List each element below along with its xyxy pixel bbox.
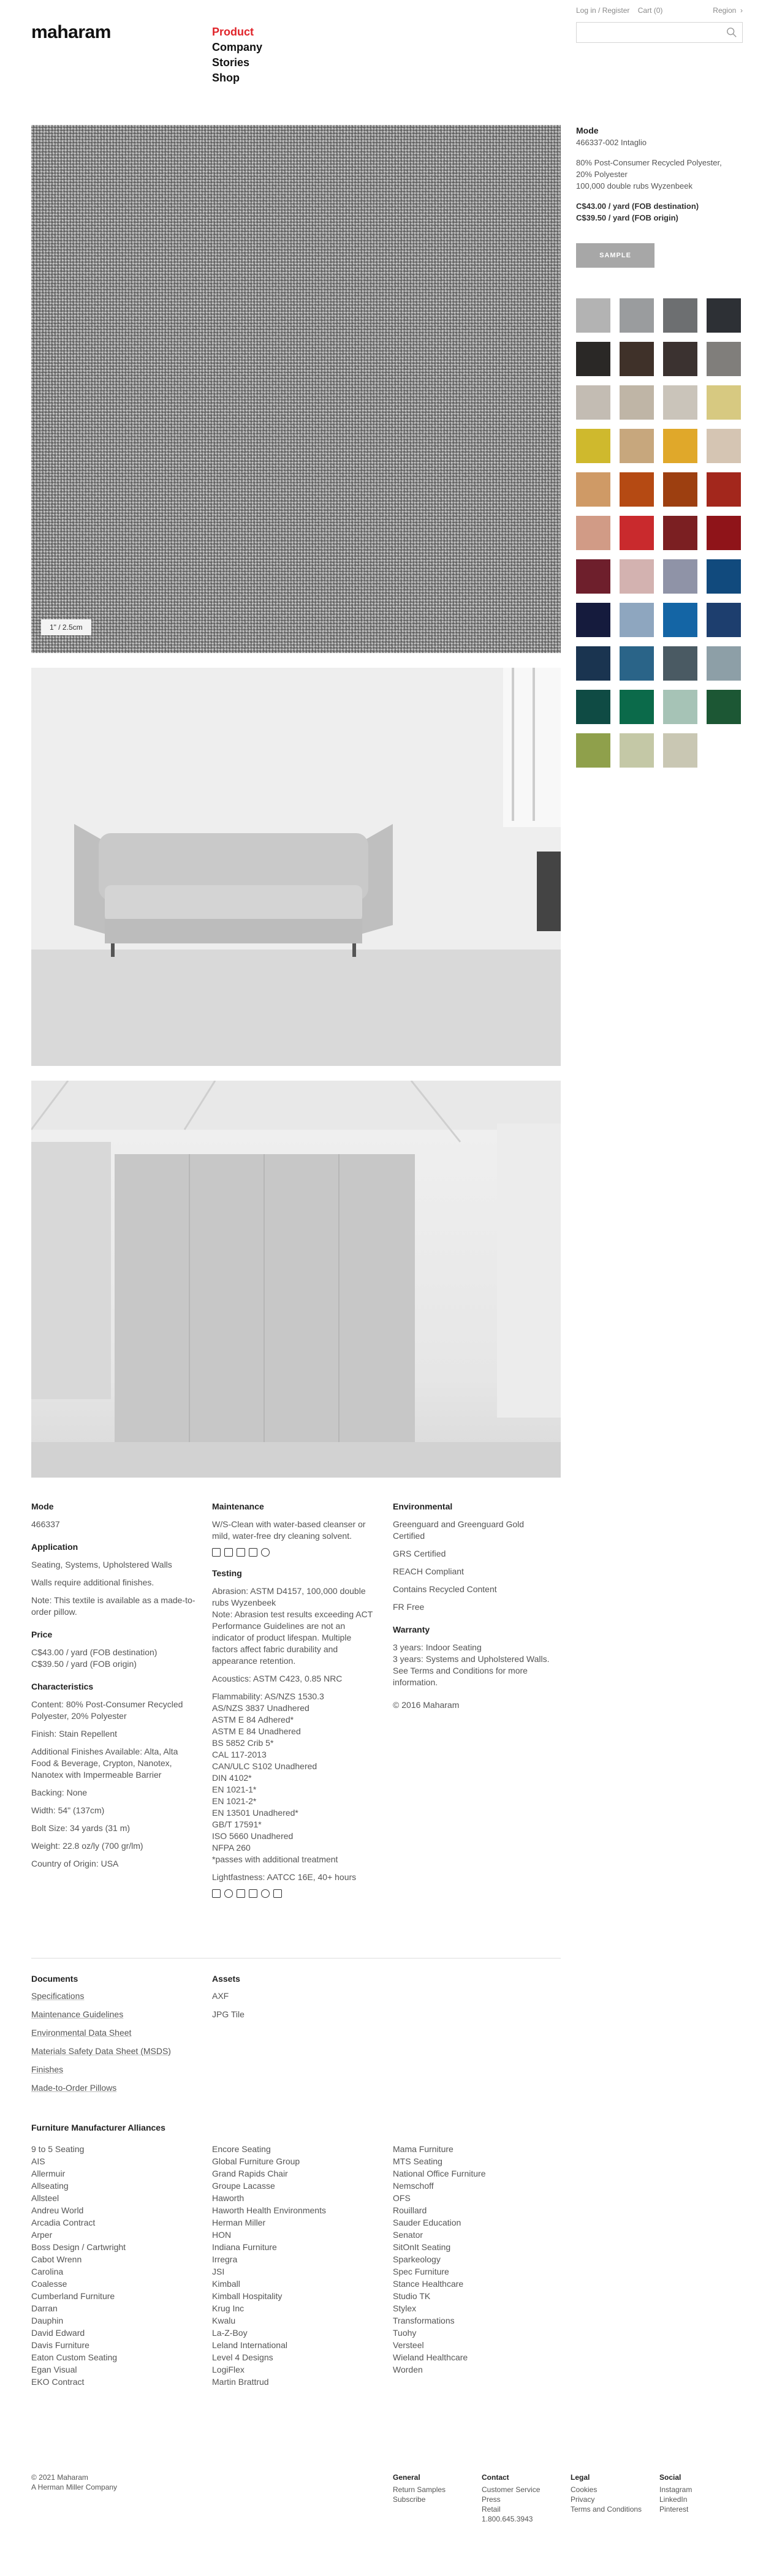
characteristics-heading: Characteristics — [31, 1682, 94, 1691]
product-title: Mode — [576, 126, 599, 135]
product-composition — [576, 157, 754, 192]
alliance-item[interactable]: Martin Brattrud — [212, 2377, 269, 2387]
application-text: Seating, Systems, Upholstered Walls — [31, 1560, 172, 1569]
footer-link[interactable]: Privacy — [571, 2495, 595, 2504]
assets-heading: Assets — [212, 1974, 240, 1984]
environmental-text: Greenguard and Greenguard Gold Certified — [393, 1519, 525, 1541]
colorway-swatch[interactable] — [576, 559, 610, 594]
alliance-item[interactable]: Allsteel — [31, 2193, 59, 2203]
colorway-swatch[interactable] — [620, 559, 654, 594]
alliance-item[interactable]: Arper — [31, 2230, 53, 2240]
alliance-item[interactable]: Spec Furniture — [393, 2267, 449, 2276]
alliance-item[interactable]: Haworth Health Environments — [212, 2205, 326, 2215]
colorway-swatch[interactable] — [663, 733, 697, 768]
region-label: Region — [713, 6, 737, 15]
colorway-swatch[interactable] — [707, 342, 741, 376]
colorway-swatch[interactable] — [620, 472, 654, 507]
alliance-item[interactable]: Mama Furniture — [393, 2144, 453, 2154]
footer-contact — [482, 2472, 540, 2524]
environmental-text: REACH Compliant — [393, 1566, 464, 1576]
care-icons — [212, 1548, 378, 1557]
details-col-3 — [393, 1501, 558, 1717]
colorway-swatch[interactable] — [576, 603, 610, 637]
characteristic-text: Country of Origin: USA — [31, 1859, 119, 1868]
fabric-swatch-image — [31, 125, 561, 653]
alliance-item[interactable]: Irregra — [212, 2254, 238, 2264]
alliance-item[interactable]: David Edward — [31, 2328, 85, 2338]
alliance-item[interactable]: Versteel — [393, 2340, 424, 2350]
room-divider-image — [31, 1081, 561, 1478]
assets-section — [212, 1974, 580, 2026]
footer-link[interactable]: Retail — [482, 2505, 501, 2514]
nav-shop[interactable]: Shop — [212, 72, 240, 84]
alliance-item[interactable]: Coalesse — [31, 2279, 67, 2289]
alliance-item[interactable]: AIS — [31, 2156, 45, 2166]
alliance-item[interactable]: Rouillard — [393, 2205, 427, 2215]
footer-legal — [571, 2472, 642, 2514]
maintenance-text: W/S-Clean with water-based cleanser or mild, water-free dry cleaning solvent. — [212, 1519, 366, 1541]
documents-heading: Documents — [31, 1974, 78, 1984]
flammability-item: EN 1021-1* — [212, 1785, 257, 1794]
alliance-item[interactable]: Level 4 Designs — [212, 2352, 273, 2362]
cert-icon — [212, 1889, 221, 1898]
alliance-item[interactable]: Senator — [393, 2230, 423, 2240]
region-selector[interactable] — [713, 6, 743, 15]
colorway-swatch[interactable] — [707, 646, 741, 681]
alliance-item[interactable]: LogiFlex — [212, 2365, 245, 2374]
sofa-image — [31, 668, 561, 1066]
flammability-item: ASTM E 84 Adhered* — [212, 1715, 294, 1724]
alliance-item[interactable]: Wieland Healthcare — [393, 2352, 468, 2362]
alliance-item[interactable]: Tuohy — [393, 2328, 417, 2338]
colorway-swatch[interactable] — [576, 342, 610, 376]
alliance-item[interactable]: JSI — [212, 2267, 225, 2276]
product-sku: 466337-002 Intaglio — [576, 138, 647, 147]
doc-pillows[interactable]: Made-to-Order Pillows — [31, 2083, 117, 2093]
nav-product[interactable]: Product — [212, 26, 254, 38]
footer-copyright: © 2021 Maharam — [31, 2473, 88, 2482]
application-heading: Application — [31, 1542, 78, 1552]
colorway-swatch[interactable] — [620, 646, 654, 681]
price-line: C$39.50 / yard (FOB origin) — [576, 213, 678, 222]
details-copyright: © 2016 Maharam — [393, 1700, 460, 1710]
flammability-item: ISO 5660 Unadhered — [212, 1831, 294, 1841]
colorway-swatch[interactable] — [707, 472, 741, 507]
footer-legal-heading: Legal — [571, 2473, 590, 2482]
alliance-item[interactable]: Stylex — [393, 2303, 417, 2313]
flammability-item: EN 13501 Unadhered* — [212, 1808, 298, 1818]
footer-social — [659, 2472, 692, 2514]
environmental-text: Contains Recycled Content — [393, 1584, 497, 1594]
flammability-item: BS 5852 Crib 5* — [212, 1738, 274, 1748]
alliance-item[interactable]: Sparkeology — [393, 2254, 441, 2264]
colorway-swatch[interactable] — [663, 342, 697, 376]
flammability-item: GB/T 17591* — [212, 1819, 262, 1829]
footer-link[interactable]: Customer Service — [482, 2485, 541, 2494]
maharam-logo[interactable]: maharam — [31, 22, 111, 42]
details-col-1 — [31, 1501, 197, 1881]
footer-general — [393, 2472, 446, 2504]
alliance-item[interactable]: Indiana Furniture — [212, 2242, 277, 2252]
doc-maintenance[interactable]: Maintenance Guidelines — [31, 2009, 124, 2019]
alliance-item[interactable]: National Office Furniture — [393, 2169, 486, 2178]
environmental-text: GRS Certified — [393, 1549, 446, 1558]
alliance-item[interactable]: Leland International — [212, 2340, 287, 2350]
testing-heading: Testing — [212, 1568, 242, 1578]
alliance-item[interactable]: Cumberland Furniture — [31, 2291, 115, 2301]
colorway-swatch[interactable] — [576, 690, 610, 724]
flammability-list — [212, 1691, 378, 1865]
alliance-item[interactable]: Sauder Education — [393, 2218, 461, 2227]
characteristic-text: Width: 54" (137cm) — [31, 1805, 105, 1815]
flammability-item: Flammability: AS/NZS 1530.3 — [212, 1691, 324, 1701]
footer-link[interactable]: Pinterest — [659, 2505, 689, 2514]
product-info — [576, 126, 754, 224]
footer-link[interactable]: Subscribe — [393, 2495, 426, 2504]
alliance-item[interactable]: HON — [212, 2230, 232, 2240]
alliance-item[interactable]: Herman Miller — [212, 2218, 266, 2227]
flammability-item: DIN 4102* — [212, 1773, 252, 1783]
alliance-item[interactable]: Studio TK — [393, 2291, 431, 2301]
maintenance-heading: Maintenance — [212, 1501, 264, 1511]
alliance-item[interactable]: Haworth — [212, 2193, 245, 2203]
characteristic-text: Backing: None — [31, 1788, 88, 1797]
footer-link[interactable]: Cookies — [571, 2485, 598, 2494]
alliance-item[interactable]: Andreu World — [31, 2205, 84, 2215]
alliance-item[interactable]: Eaton Custom Seating — [31, 2352, 118, 2362]
colorway-swatch[interactable] — [576, 733, 610, 768]
doc-specifications[interactable]: Specifications — [31, 1991, 85, 2001]
flammability-item: NFPA 260 — [212, 1843, 251, 1853]
warranty-heading: Warranty — [393, 1625, 430, 1634]
product-price — [576, 200, 754, 224]
alliance-item[interactable]: Groupe Lacasse — [212, 2181, 275, 2191]
bleach-icon — [224, 1548, 233, 1557]
alliance-item[interactable]: EKO Contract — [31, 2377, 85, 2387]
alliance-item[interactable]: Carolina — [31, 2267, 64, 2276]
colorway-swatch[interactable] — [576, 516, 610, 550]
footer-contact-heading: Contact — [482, 2473, 509, 2482]
wash-icon — [212, 1548, 221, 1557]
characteristic-text: Content: 80% Post-Consumer Recycled Polyester, 20% Polyester — [31, 1699, 183, 1721]
colorway-swatch[interactable] — [620, 690, 654, 724]
testing-text: Abrasion: ASTM D4157, 100,000 double rubs Wyzenbeek — [212, 1586, 366, 1607]
main-nav — [212, 25, 262, 86]
asset-axf[interactable]: AXF — [212, 1991, 229, 2001]
mode-value: 466337 — [31, 1519, 60, 1529]
alliance-item[interactable]: Transformations — [393, 2316, 455, 2325]
scale-label: 1" / 2.5cm — [41, 619, 91, 635]
alliance-item[interactable]: Stance Healthcare — [393, 2279, 464, 2289]
colorway-swatch[interactable] — [663, 298, 697, 333]
mode-heading: Mode — [31, 1501, 54, 1511]
footer-link[interactable]: Press — [482, 2495, 501, 2504]
alliances-heading: Furniture Manufacturer Alliances — [31, 2123, 165, 2132]
alliance-item[interactable]: SitOnIt Seating — [393, 2242, 451, 2252]
colorway-swatch[interactable] — [576, 385, 610, 420]
alliance-item[interactable]: Nemschoff — [393, 2181, 434, 2191]
footer-brand — [31, 2472, 117, 2492]
colorway-swatch[interactable] — [707, 516, 741, 550]
utility-bar — [576, 6, 743, 15]
colorway-swatch[interactable] — [663, 559, 697, 594]
cert-icon — [273, 1889, 282, 1898]
alliance-item[interactable]: Global Furniture Group — [212, 2156, 300, 2166]
price-text: C$43.00 / yard (FOB destination) — [31, 1647, 157, 1657]
cart-link[interactable]: Cart (0) — [637, 6, 663, 15]
colorway-swatch[interactable] — [707, 298, 741, 333]
alliance-item[interactable]: Egan Visual — [31, 2365, 77, 2374]
colorway-swatch[interactable] — [620, 342, 654, 376]
alliance-item[interactable]: Worden — [393, 2365, 423, 2374]
composition-line: 80% Post-Consumer Recycled Polyester, — [576, 158, 722, 167]
login-link[interactable]: Log in / Register — [576, 6, 630, 15]
colorway-swatch[interactable] — [620, 385, 654, 420]
alliance-item[interactable]: Arcadia Contract — [31, 2218, 96, 2227]
characteristic-text: Finish: Stain Repellent — [31, 1729, 118, 1739]
footer-phone[interactable]: 1.800.645.3943 — [482, 2515, 533, 2523]
cert-icon — [224, 1889, 233, 1898]
alliance-item[interactable]: Dauphin — [31, 2316, 64, 2325]
colorway-swatch[interactable] — [663, 429, 697, 463]
testing-text: Acoustics: ASTM C423, 0.85 NRC — [212, 1674, 343, 1683]
alliance-item[interactable]: Grand Rapids Chair — [212, 2169, 288, 2178]
footer-link[interactable]: Return Samples — [393, 2485, 446, 2494]
alliance-item[interactable]: Cabot Wrenn — [31, 2254, 82, 2264]
alliance-item[interactable]: Krug Inc — [212, 2303, 245, 2313]
colorway-swatch[interactable] — [707, 603, 741, 637]
colorway-swatch[interactable] — [663, 472, 697, 507]
flammability-item: CAL 117-2013 — [212, 1750, 267, 1759]
flammability-item: AS/NZS 3837 Unadhered — [212, 1703, 309, 1713]
alliance-item[interactable]: Darran — [31, 2303, 58, 2313]
colorway-swatch[interactable] — [663, 646, 697, 681]
footer-link[interactable]: Instagram — [659, 2485, 692, 2494]
search-input[interactable] — [576, 22, 743, 43]
colorway-swatch[interactable] — [707, 385, 741, 420]
alliance-item[interactable]: Boss Design / Cartwright — [31, 2242, 126, 2252]
colorway-swatch[interactable] — [620, 429, 654, 463]
alliance-item[interactable]: Davis Furniture — [31, 2340, 89, 2350]
certification-icons — [212, 1889, 378, 1898]
iron-icon — [249, 1548, 257, 1557]
colorway-swatch[interactable] — [576, 646, 610, 681]
footer-link[interactable]: LinkedIn — [659, 2495, 688, 2504]
nav-company[interactable]: Company — [212, 41, 263, 53]
testing-text: Note: Abrasion test results exceeding ACT Performance Guidelines are not an indicator of product lifespan. Multiple factors affect fabric durability and appearance retention. — [212, 1609, 373, 1666]
alliance-item[interactable]: La-Z-Boy — [212, 2328, 248, 2338]
price-line: C$43.00 / yard (FOB destination) — [576, 202, 699, 211]
manufacturer-alliances — [31, 2123, 743, 2387]
application-text: Note: This textile is available as a made-to-order pillow. — [31, 1595, 195, 1617]
colorway-swatch[interactable] — [663, 690, 697, 724]
warranty-text: 3 years: Systems and Upholstered Walls. See Terms and Conditions for more information. — [393, 1654, 550, 1687]
flammability-item: ASTM E 84 Unadhered — [212, 1726, 301, 1736]
colorway-swatch[interactable] — [707, 690, 741, 724]
flammability-item: EN 1021-2* — [212, 1796, 257, 1806]
alliance-item[interactable]: 9 to 5 Seating — [31, 2144, 85, 2154]
price-heading: Price — [31, 1630, 53, 1639]
flammability-item: CAN/ULC S102 Unadhered — [212, 1761, 317, 1771]
footer-social-heading: Social — [659, 2473, 681, 2482]
colorway-swatch[interactable] — [620, 516, 654, 550]
cert-icon — [249, 1889, 257, 1898]
footer-link[interactable]: Terms and Conditions — [571, 2505, 642, 2514]
details-col-2 — [212, 1501, 378, 1909]
doc-finishes[interactable]: Finishes — [31, 2064, 64, 2074]
colorway-swatch[interactable] — [576, 472, 610, 507]
asset-jpg-tile[interactable]: JPG Tile — [212, 2009, 245, 2019]
alliance-item[interactable]: MTS Seating — [393, 2156, 442, 2166]
alliance-item[interactable]: OFS — [393, 2193, 411, 2203]
environmental-heading: Environmental — [393, 1501, 453, 1511]
cert-icon — [237, 1889, 245, 1898]
colorway-swatch[interactable] — [620, 733, 654, 768]
alliance-item[interactable]: Kimball — [212, 2279, 240, 2289]
alliances-column-3 — [393, 2143, 564, 2376]
colorway-swatch[interactable] — [707, 429, 741, 463]
cert-icon — [261, 1889, 270, 1898]
dryclean-icon — [261, 1548, 270, 1557]
characteristic-text: Weight: 22.8 oz/ly (700 gr/lm) — [31, 1841, 143, 1851]
application-text: Walls require additional finishes. — [31, 1577, 154, 1587]
colorway-swatch[interactable] — [663, 516, 697, 550]
nav-stories[interactable]: Stories — [212, 56, 250, 69]
colorway-grid — [576, 298, 743, 768]
colorway-swatch[interactable] — [707, 559, 741, 594]
doc-msds[interactable]: Materials Safety Data Sheet (MSDS) — [31, 2046, 171, 2056]
characteristic-text: Additional Finishes Available: Alta, Alta Food & Beverage, Crypton, Nanotex, Nanotex with Impermeable Barrier — [31, 1747, 178, 1780]
search-icon[interactable] — [726, 27, 737, 38]
chevron-right-icon: › — [738, 6, 743, 15]
colorway-swatch[interactable] — [576, 429, 610, 463]
footer-company: A Herman Miller Company — [31, 2483, 118, 2491]
price-text: C$39.50 / yard (FOB origin) — [31, 1659, 137, 1669]
footer-general-heading: General — [393, 2473, 420, 2482]
alliance-item[interactable]: Allseating — [31, 2181, 69, 2191]
environmental-text: FR Free — [393, 1602, 425, 1612]
colorway-swatch[interactable] — [663, 385, 697, 420]
alliance-item[interactable]: Kwalu — [212, 2316, 236, 2325]
lightfastness-text: Lightfastness: AATCC 16E, 40+ hours — [212, 1872, 357, 1882]
colorway-swatch[interactable] — [620, 603, 654, 637]
alliances-column-2 — [212, 2143, 384, 2388]
alliance-item[interactable]: Kimball Hospitality — [212, 2291, 283, 2301]
flammability-item: *passes with additional treatment — [212, 1854, 338, 1864]
composition-line: 100,000 double rubs Wyzenbeek — [576, 181, 692, 191]
dry-icon — [237, 1548, 245, 1557]
colorway-swatch[interactable] — [663, 603, 697, 637]
colorway-swatch[interactable] — [620, 298, 654, 333]
alliance-item[interactable]: Encore Seating — [212, 2144, 271, 2154]
alliances-column-1 — [31, 2143, 203, 2388]
sample-button[interactable]: SAMPLE — [576, 243, 654, 268]
warranty-text: 3 years: Indoor Seating — [393, 1642, 482, 1652]
characteristic-text: Bolt Size: 34 yards (31 m) — [31, 1823, 131, 1833]
colorway-swatch[interactable] — [576, 298, 610, 333]
composition-line: 20% Polyester — [576, 170, 628, 179]
doc-environmental[interactable]: Environmental Data Sheet — [31, 2028, 132, 2038]
alliance-item[interactable]: Allermuir — [31, 2169, 66, 2178]
